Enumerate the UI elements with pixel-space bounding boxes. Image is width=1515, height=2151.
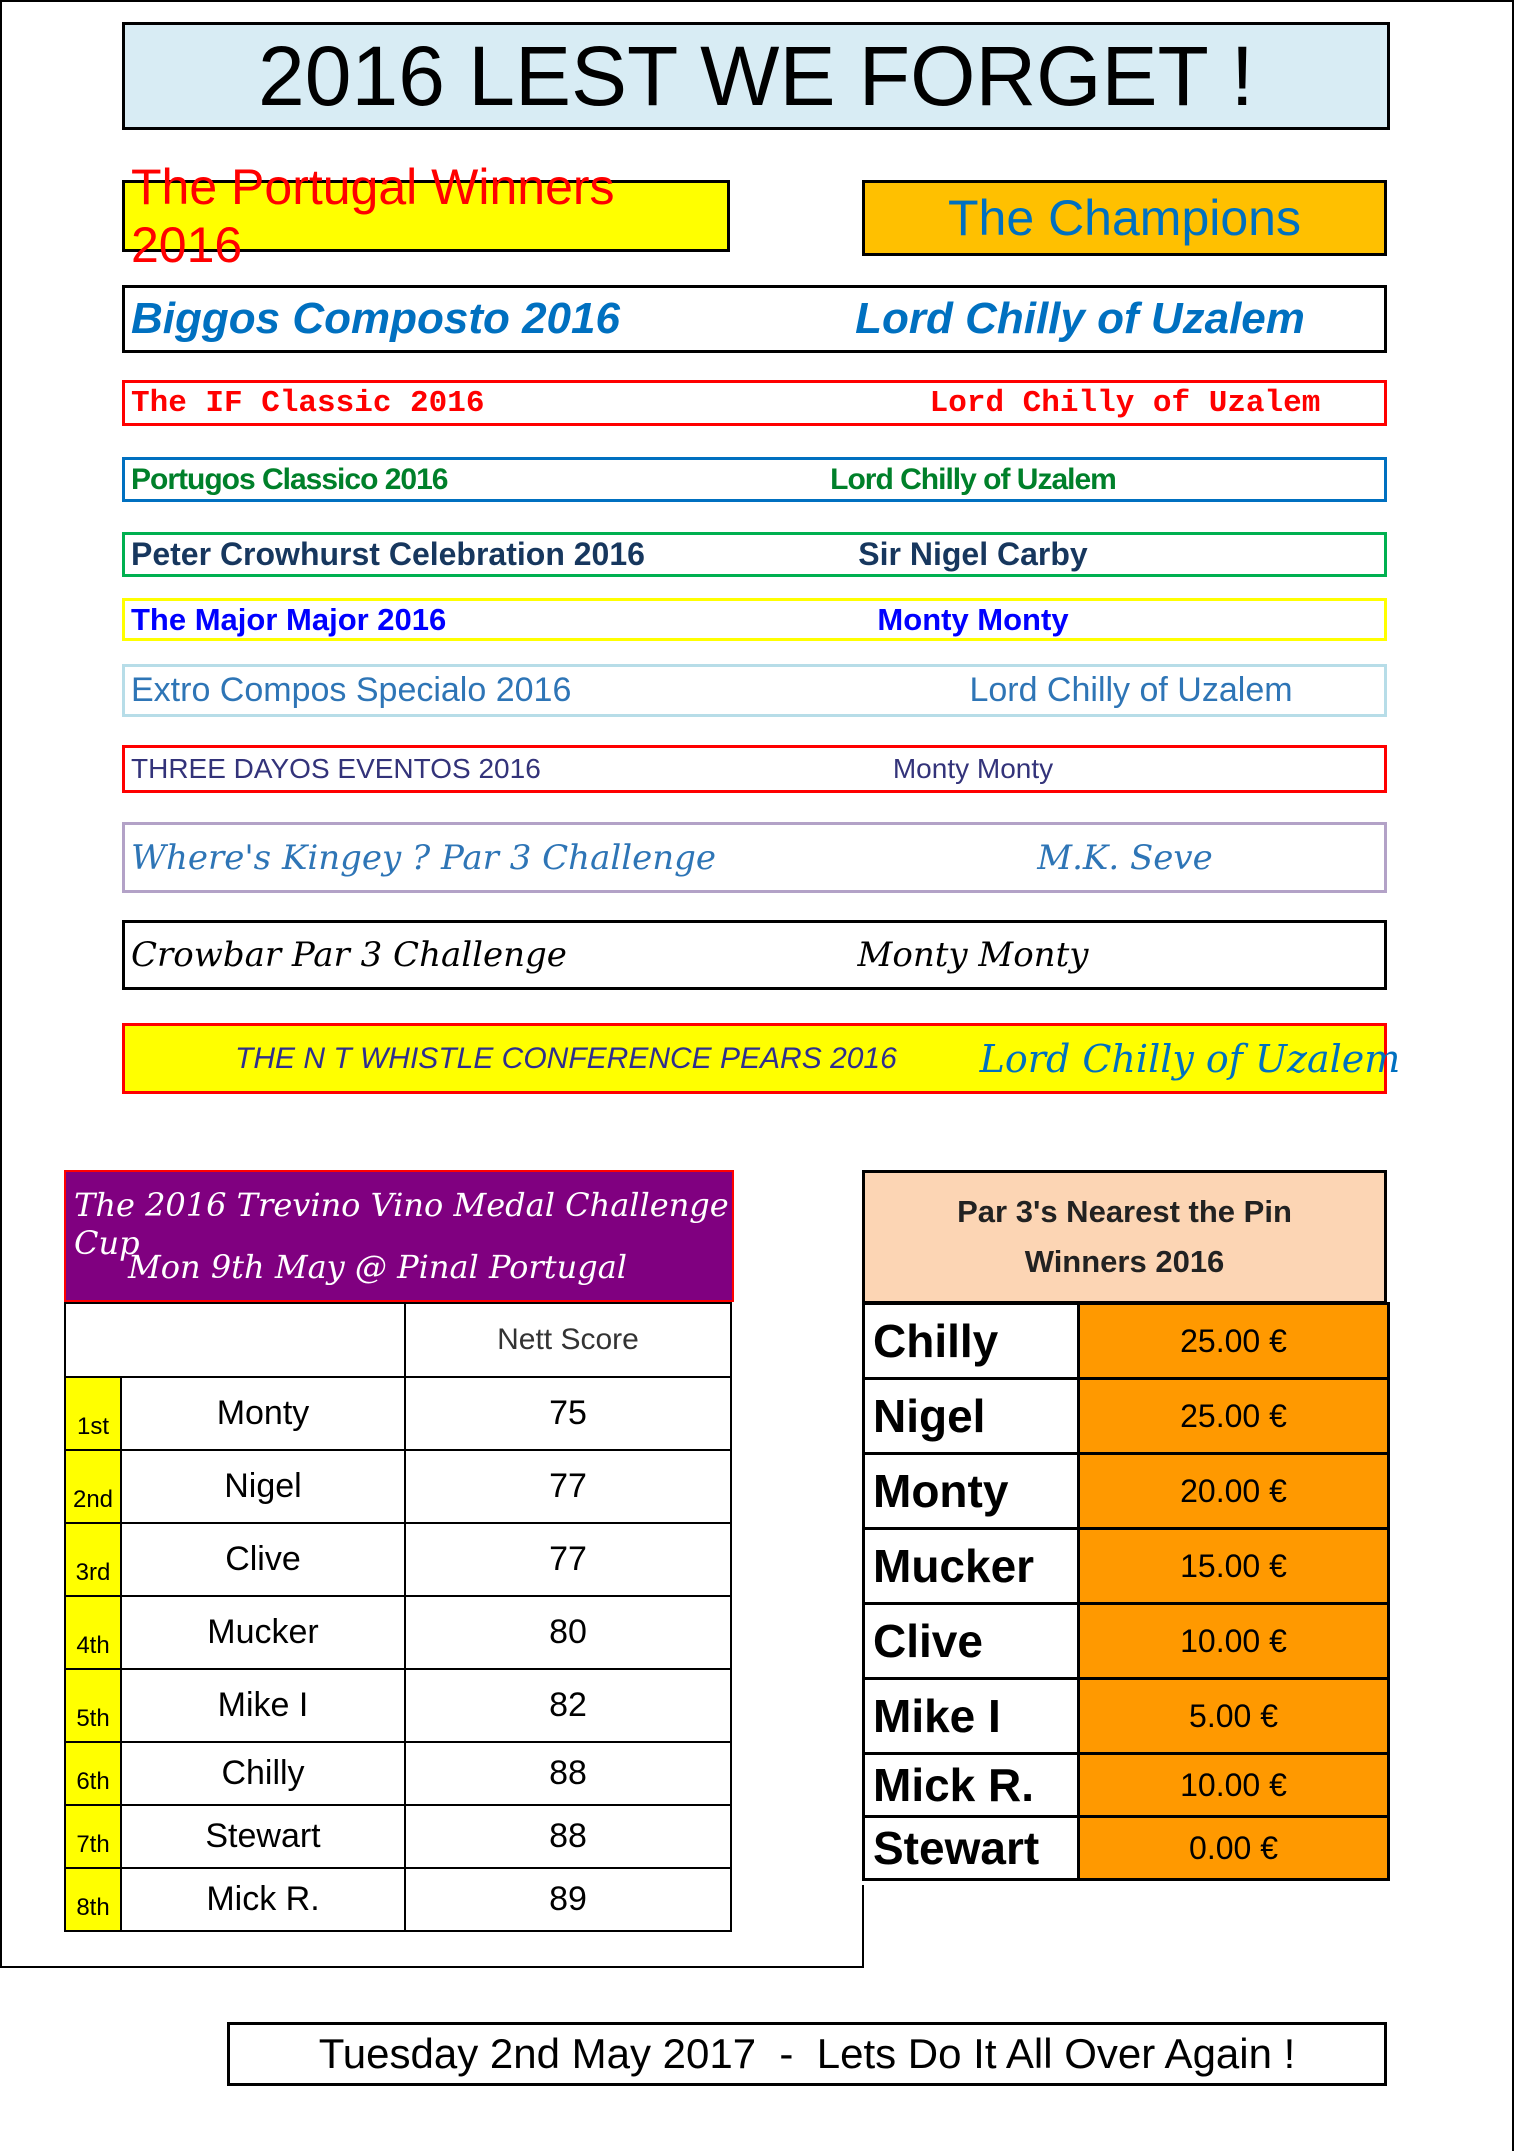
winners-header: The Portugal Winners 2016 [122,180,730,252]
score-cell: 80 [405,1596,731,1669]
table-row [65,1523,731,1596]
amount-cell: 15.00 € [1079,1529,1389,1604]
event-champion: Lord Chilly of Uzalem [969,671,1293,709]
table-row [65,1669,731,1742]
event-champion: Lord Chilly of Uzalem [929,385,1321,421]
score-cell: 77 [405,1523,731,1596]
event-name: Peter Crowhurst Celebration 2016 [131,536,645,572]
table-row [65,1868,731,1931]
player-name-cell: Monty [864,1454,1079,1529]
table-row [864,1454,1389,1529]
event-row [122,598,1387,641]
medal-title-line2: Mon 9th May @ Pinal Portugal [128,1248,627,1286]
player-name-cell: Chilly [864,1304,1079,1379]
position-cell: 6th [65,1742,121,1805]
event-name: Biggos Composto 2016 [131,294,620,343]
par3-title-line2: Winners 2016 [1024,1244,1225,1279]
event-row [122,822,1387,893]
footer-banner: Tuesday 2nd May 2017 - Lets Do It All Over Again ! [227,2022,1387,2086]
player-name-cell: Mike I [864,1679,1079,1754]
event-name: Portugos Classico 2016 [131,462,448,496]
table-row [864,1679,1389,1754]
table-row [65,1596,731,1669]
medal-table-title [64,1170,734,1302]
event-champion: M.K. Seve [1037,837,1213,878]
table-row [864,1817,1389,1880]
event-name: THE N T WHISTLE CONFERENCE PEARS 2016 [235,1041,897,1075]
table-row [65,1377,731,1450]
event-name: Where's Kingey ? Par 3 Challenge [131,837,717,878]
table-row [864,1379,1389,1454]
player-name-cell: Nigel [121,1450,405,1523]
score-cell: 82 [405,1669,731,1742]
amount-cell: 25.00 € [1079,1304,1389,1379]
amount-cell: 20.00 € [1079,1454,1389,1529]
position-cell: 4th [65,1596,121,1669]
table-row [65,1450,731,1523]
event-name: Extro Compos Specialo 2016 [131,671,572,709]
par3-table-title [862,1170,1387,1304]
event-row [122,1023,1401,1094]
event-row [122,457,1387,502]
amount-cell: 5.00 € [1079,1679,1389,1754]
player-name-cell: Mucker [864,1529,1079,1604]
table-row [65,1742,731,1805]
event-name: The IF Classic 2016 [131,385,485,421]
table-row [65,1805,731,1868]
score-cell: 75 [405,1377,731,1450]
event-champion: Lord Chilly of Uzalem [830,462,1116,496]
event-row [122,745,1387,793]
score-cell: 88 [405,1742,731,1805]
page-border-top [0,0,1512,2]
page-title: 2016 LEST WE FORGET ! [122,22,1390,130]
amount-cell: 10.00 € [1079,1754,1389,1817]
table-row [864,1529,1389,1604]
player-name-cell: Mick R. [864,1754,1079,1817]
event-name: THREE DAYOS EVENTOS 2016 [131,753,541,784]
amount-cell: 10.00 € [1079,1604,1389,1679]
event-name: The Major Major 2016 [131,601,447,637]
medal-title-line1: The 2016 Trevino Vino Medal Challenge Cup [74,1186,729,1262]
position-cell: 7th [65,1805,121,1868]
event-row [122,285,1387,353]
score-cell: 77 [405,1450,731,1523]
event-champion: Sir Nigel Carby [858,536,1088,572]
position-cell: 2nd [65,1450,121,1523]
score-cell: 89 [405,1868,731,1931]
player-name-cell: Mucker [121,1596,405,1669]
event-row [122,532,1387,577]
page-border-notch [862,1885,864,1968]
event-champion: Lord Chilly of Uzalem [855,294,1305,343]
table-header-row [65,1303,731,1377]
event-row [122,664,1387,717]
event-row [122,380,1387,426]
amount-cell: 0.00 € [1079,1817,1389,1880]
position-cell: 3rd [65,1523,121,1596]
header-empty-cell [65,1303,405,1377]
medal-table [64,1302,732,1932]
page-border-left [0,0,2,1968]
event-champion: Monty Monty [892,753,1054,784]
player-name-cell: Clive [121,1523,405,1596]
position-cell: 1st [65,1377,121,1450]
score-cell: 88 [405,1805,731,1868]
player-name-cell: Monty [121,1377,405,1450]
position-cell: 8th [65,1868,121,1931]
event-champion: Monty Monty [877,601,1069,637]
page-border-bottom [0,1966,864,1968]
player-name-cell: Clive [864,1604,1079,1679]
event-champion: Monty Monty [857,935,1089,975]
event-name: Crowbar Par 3 Challenge [131,935,567,975]
par3-title-line1: Par 3's Nearest the Pin [957,1194,1292,1229]
amount-cell: 25.00 € [1079,1379,1389,1454]
nett-score-header: Nett Score [405,1303,731,1377]
player-name-cell: Nigel [864,1379,1079,1454]
page-border-right [1512,0,1514,2151]
table-row [864,1304,1389,1379]
player-name-cell: Stewart [864,1817,1079,1880]
player-name-cell: Mike I [121,1669,405,1742]
player-name-cell: Chilly [121,1742,405,1805]
position-cell: 5th [65,1669,121,1742]
event-row [122,920,1387,990]
event-champion: Lord Chilly of Uzalem [979,1036,1401,1081]
champions-header: The Champions [862,180,1387,256]
par3-table [862,1302,1390,1881]
player-name-cell: Stewart [121,1805,405,1868]
player-name-cell: Mick R. [121,1868,405,1931]
table-row [864,1754,1389,1817]
table-row [864,1604,1389,1679]
